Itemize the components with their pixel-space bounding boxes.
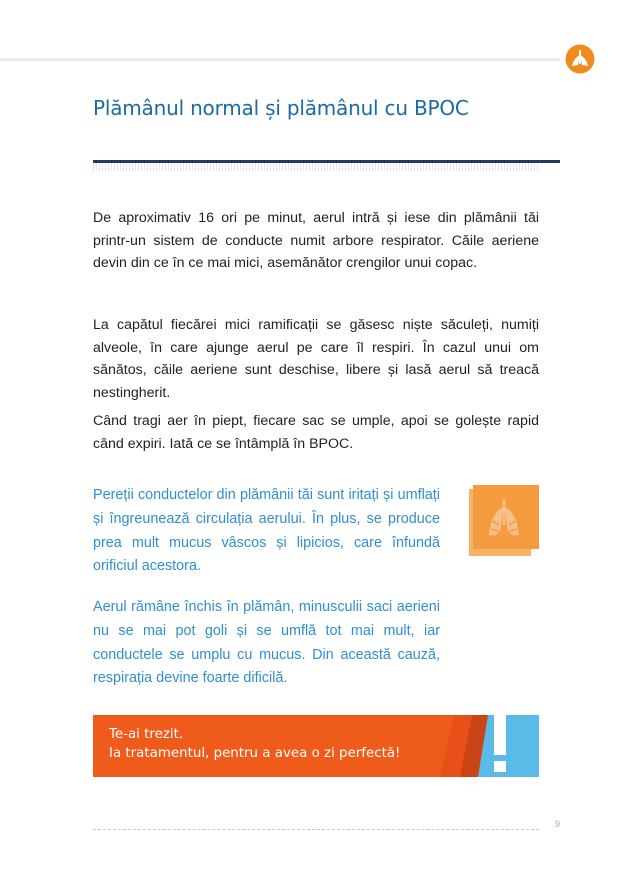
body-paragraph-1: De aproximativ 16 ori pe minut, aerul intră și iese din plămânii tăi printr-un sistem de conducte numit arbore respirator. Căile aeriene devin din ce în ce mai mici, asemănător crengilor unui copac. bbox=[93, 210, 539, 272]
footer-rule bbox=[93, 829, 539, 830]
exclamation-icon bbox=[440, 715, 539, 777]
header-rule bbox=[0, 58, 560, 61]
highlight-paragraph-2: Aerul rămâne închis în plămân, minusculii saci aerieni nu se mai pot goli și se umflă tot mai mult, iar conductele se umplu cu mucus. Din această cauză, respirația devine foarte dificilă. bbox=[93, 599, 440, 687]
banner-line-1: Te-ai trezit. bbox=[109, 727, 184, 742]
body-paragraph-2: La capătul fiecărei mici ramificații se găsesc niște săculeți, numiți alveole, în care ajunge aerul pe care îl respiri. În cazul unui om sănătos, căile aeriene sunt deschise, libere și lasă aerul să treacă nestingherit. bbox=[93, 317, 539, 401]
banner-line-2: Ia tratamentul, pentru a avea o zi perfectă! bbox=[109, 746, 401, 761]
title-underline-shadow bbox=[93, 163, 540, 171]
lung-tree-icon bbox=[565, 44, 595, 74]
lungs-icon bbox=[469, 485, 539, 556]
highlight-paragraph-1: Pereții conductelor din plămânii tăi sunt iritați și umflați și îngreunează circulația aerului. În plus, se produce prea mult mucus vâscos și lipicios, care înfundă orificiul acestora. bbox=[93, 487, 440, 575]
body-paragraph-3: Când tragi aer în piept, fiecare sac se umple, apoi se golește rapid când expiri. Iată ce se întâmplă în BPOC. bbox=[93, 413, 539, 452]
page-number: 9 bbox=[555, 819, 561, 829]
reminder-banner bbox=[93, 715, 539, 777]
page-title: Plămânul normal și plămânul cu BPOC bbox=[93, 96, 469, 120]
